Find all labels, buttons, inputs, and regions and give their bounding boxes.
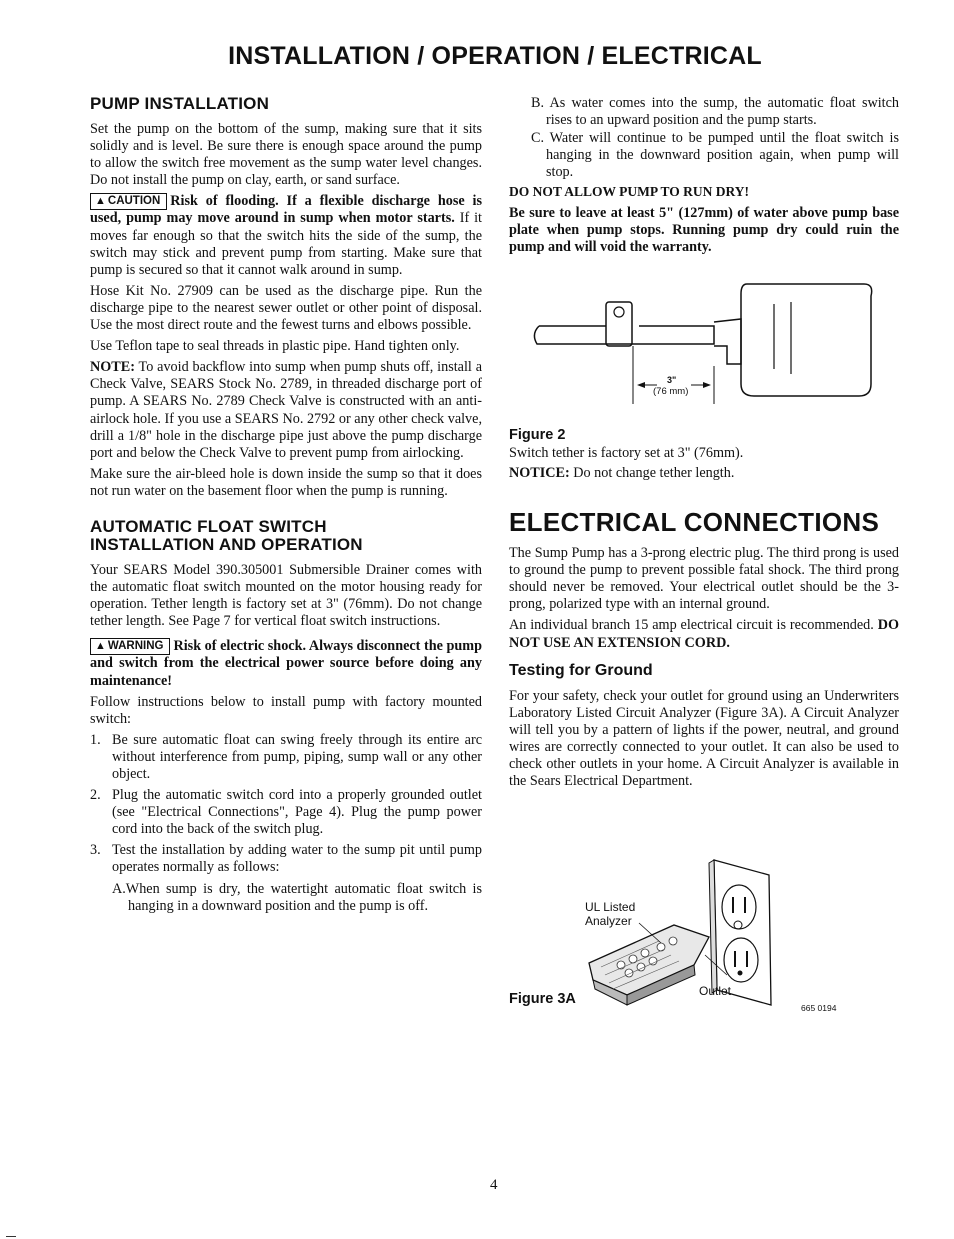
dimension-label: 3" [667, 374, 677, 385]
note-label: NOTE: [90, 359, 135, 376]
note-paragraph [90, 359, 482, 462]
figure-code: 665 0194 [801, 1003, 837, 1013]
tether-diagram-svg [509, 274, 899, 419]
analyzer-label-line2: Analyzer [585, 914, 632, 928]
steps-list [90, 732, 482, 877]
list-item [90, 842, 482, 876]
figure-2-caption: Figure 2 [509, 426, 566, 443]
electrical-paragraph: The Sump Pump has a 3-prong electric plug. The third prong is used to ground the pump to prevent possible fatal shock. The third prong should never be removed. Your electrical outlet should be the 3-prong, polarized type with an internal ground. [509, 545, 899, 613]
sub-step-letter: A. [112, 880, 126, 897]
figure-2-diagram [509, 274, 899, 419]
caution-badge [90, 193, 167, 210]
pump-installation-paragraph: Set the pump on the bottom of the sump, making sure that it sits solidly and is level. Be sure there is enough space around the pump to allow the switch free movement as the sump water level changes. Do not install the pump on clay, earth, or sand surface. [90, 121, 482, 189]
water-level-warning: Be sure to leave at least 5" (127mm) of water above pump base plate when pump stops. Running pump dry could ruin the pump and will void the warranty. [509, 204, 899, 255]
right-column [509, 95, 899, 1013]
scan-edge-mark [6, 1236, 16, 1237]
sub-step-a [90, 881, 482, 915]
step-number: 3. [90, 842, 101, 859]
float-switch-heading [90, 518, 482, 554]
notice-label: NOTICE: [509, 464, 570, 481]
caution-bold-text: Risk of flooding. If a flexible discharge hose is used, pump may move around in sump when motor starts. [90, 193, 482, 227]
sub-step-text: When sump is dry, the watertight automatic float switch is hanging in a downward position and the pump is off. [125, 880, 482, 914]
outlet-label: Outlet [699, 984, 732, 998]
extension-cord-warning: DO NOT USE AN EXTENSION CORD. [509, 617, 899, 651]
note-text: To avoid backflow into sump when pump shuts off, install a Check Valve, SEARS Stock No. 2789, in threaded discharge port of pump. A SEARS No. 2789 Check Valve is constructed with an anti-airlock hole. If you use a SEARS No. 2792 or any other check valve, drill a 1/8" hole in the discharge pipe just above the pump discharge port and below the Check Valve to prevent pump from airlocking. [90, 359, 482, 461]
caution-paragraph [90, 193, 482, 278]
tether-text: Switch tether is factory set at 3" (76mm). [509, 444, 744, 461]
electrical-heading: ELECTRICAL CONNECTIONS [509, 507, 880, 538]
analyzer-label-line1: UL Listed [585, 900, 636, 914]
step-text: Plug the automatic switch cord into a properly grounded outlet (see "Electrical Connections", Page 4). Plug the pump power cord into the back of the switch plug. [112, 787, 482, 838]
figure-3a-caption: Figure 3A [509, 991, 576, 1007]
testing-paragraph: For your safety, check your outlet for ground using an Underwriters Laboratory Listed Circuit Analyzer (Figure 3A). A Circuit Analyzer will tell you by a pattern of lights if the power, neutral, and ground wires are correctly connected to your outlet. It can also be used to check other outlets in your home. A Circuit Analyzer is available in the Sears Electrical Department. [509, 687, 899, 790]
warning-bold-text: Risk of electric shock. Always disconnect the pump and switch from the electrical power source before doing any maintenance! [90, 638, 482, 689]
warning-triangle-icon: ▲ [95, 640, 106, 653]
notice-text: Do not change tether length. [569, 464, 735, 481]
figure-3a [509, 855, 899, 1025]
follow-instructions: Follow instructions below to install pump with factory mounted switch: [90, 693, 482, 727]
warning-badge-label: WARNING [107, 640, 164, 653]
float-switch-heading-line1: AUTOMATIC FLOAT SWITCH [90, 516, 327, 536]
step-text: Be sure automatic float can swing freely through its entire arc without interference from pump, piping, sump wall or any other object. [112, 731, 482, 782]
float-switch-intro: Your SEARS Model 390.305001 Submersible Drainer comes with the automatic float switch mounted on the motor housing ready for operation. Tether length is factory set at 3" (76mm). Do not change tether length. See Page 7 for vertical float switch instructions. [90, 561, 482, 630]
page-title: INSTALLATION / OPERATION / ELECTRICAL [228, 42, 762, 70]
testing-heading: Testing for Ground [509, 661, 653, 679]
step-number: 2. [90, 787, 101, 804]
notice-paragraph [509, 465, 899, 482]
dry-run-warning: DO NOT ALLOW PUMP TO RUN DRY! [509, 184, 750, 200]
hose-kit-paragraph: Hose Kit No. 27909 can be used as the discharge pipe. Run the discharge pipe to the nearest sewer outlet or other point of disposal. Use the most direct route and the fewest turns and elbows possible. [90, 282, 482, 334]
sub-step-b: B. As water comes into the sump, the automatic float switch rises to an upward position and the pump starts. [531, 95, 899, 129]
circuit-text: An individual branch 15 amp electrical circuit is recommended. [509, 617, 878, 634]
step-number: 1. [90, 731, 101, 748]
air-bleed-paragraph: Make sure the air-bleed hole is down inside the sump so that it does not run water on the basement floor when the pump is running. [90, 465, 482, 499]
pump-installation-heading: PUMP INSTALLATION [90, 94, 270, 113]
float-switch-heading-line2: INSTALLATION AND OPERATION [90, 534, 363, 554]
warning-badge [90, 638, 170, 655]
list-item [90, 787, 482, 838]
dimension-mm-label: (76 mm) [653, 385, 689, 397]
sub-step-c: C. Water will continue to be pumped until the float switch is hanging in the downward position again, when pump will stop. [531, 130, 899, 181]
list-item [90, 732, 482, 783]
left-column [90, 95, 482, 919]
step-text: Test the installation by adding water to the sump pit until pump operates normally as follows: [112, 842, 482, 876]
caution-text: If it moves far enough so that the switch hits the side of the sump, the switch may stick and prevent pump from starting. Make sure that pump is secured so that it cannot walk around in sump. [90, 210, 482, 278]
warning-triangle-icon: ▲ [95, 195, 106, 208]
warning-paragraph [90, 638, 482, 689]
caution-badge-label: CAUTION [107, 195, 161, 208]
circuit-paragraph [509, 617, 899, 651]
page-number: 4 [490, 1177, 498, 1193]
teflon-paragraph: Use Teflon tape to seal threads in plastic pipe. Hand tighten only. [90, 338, 460, 355]
